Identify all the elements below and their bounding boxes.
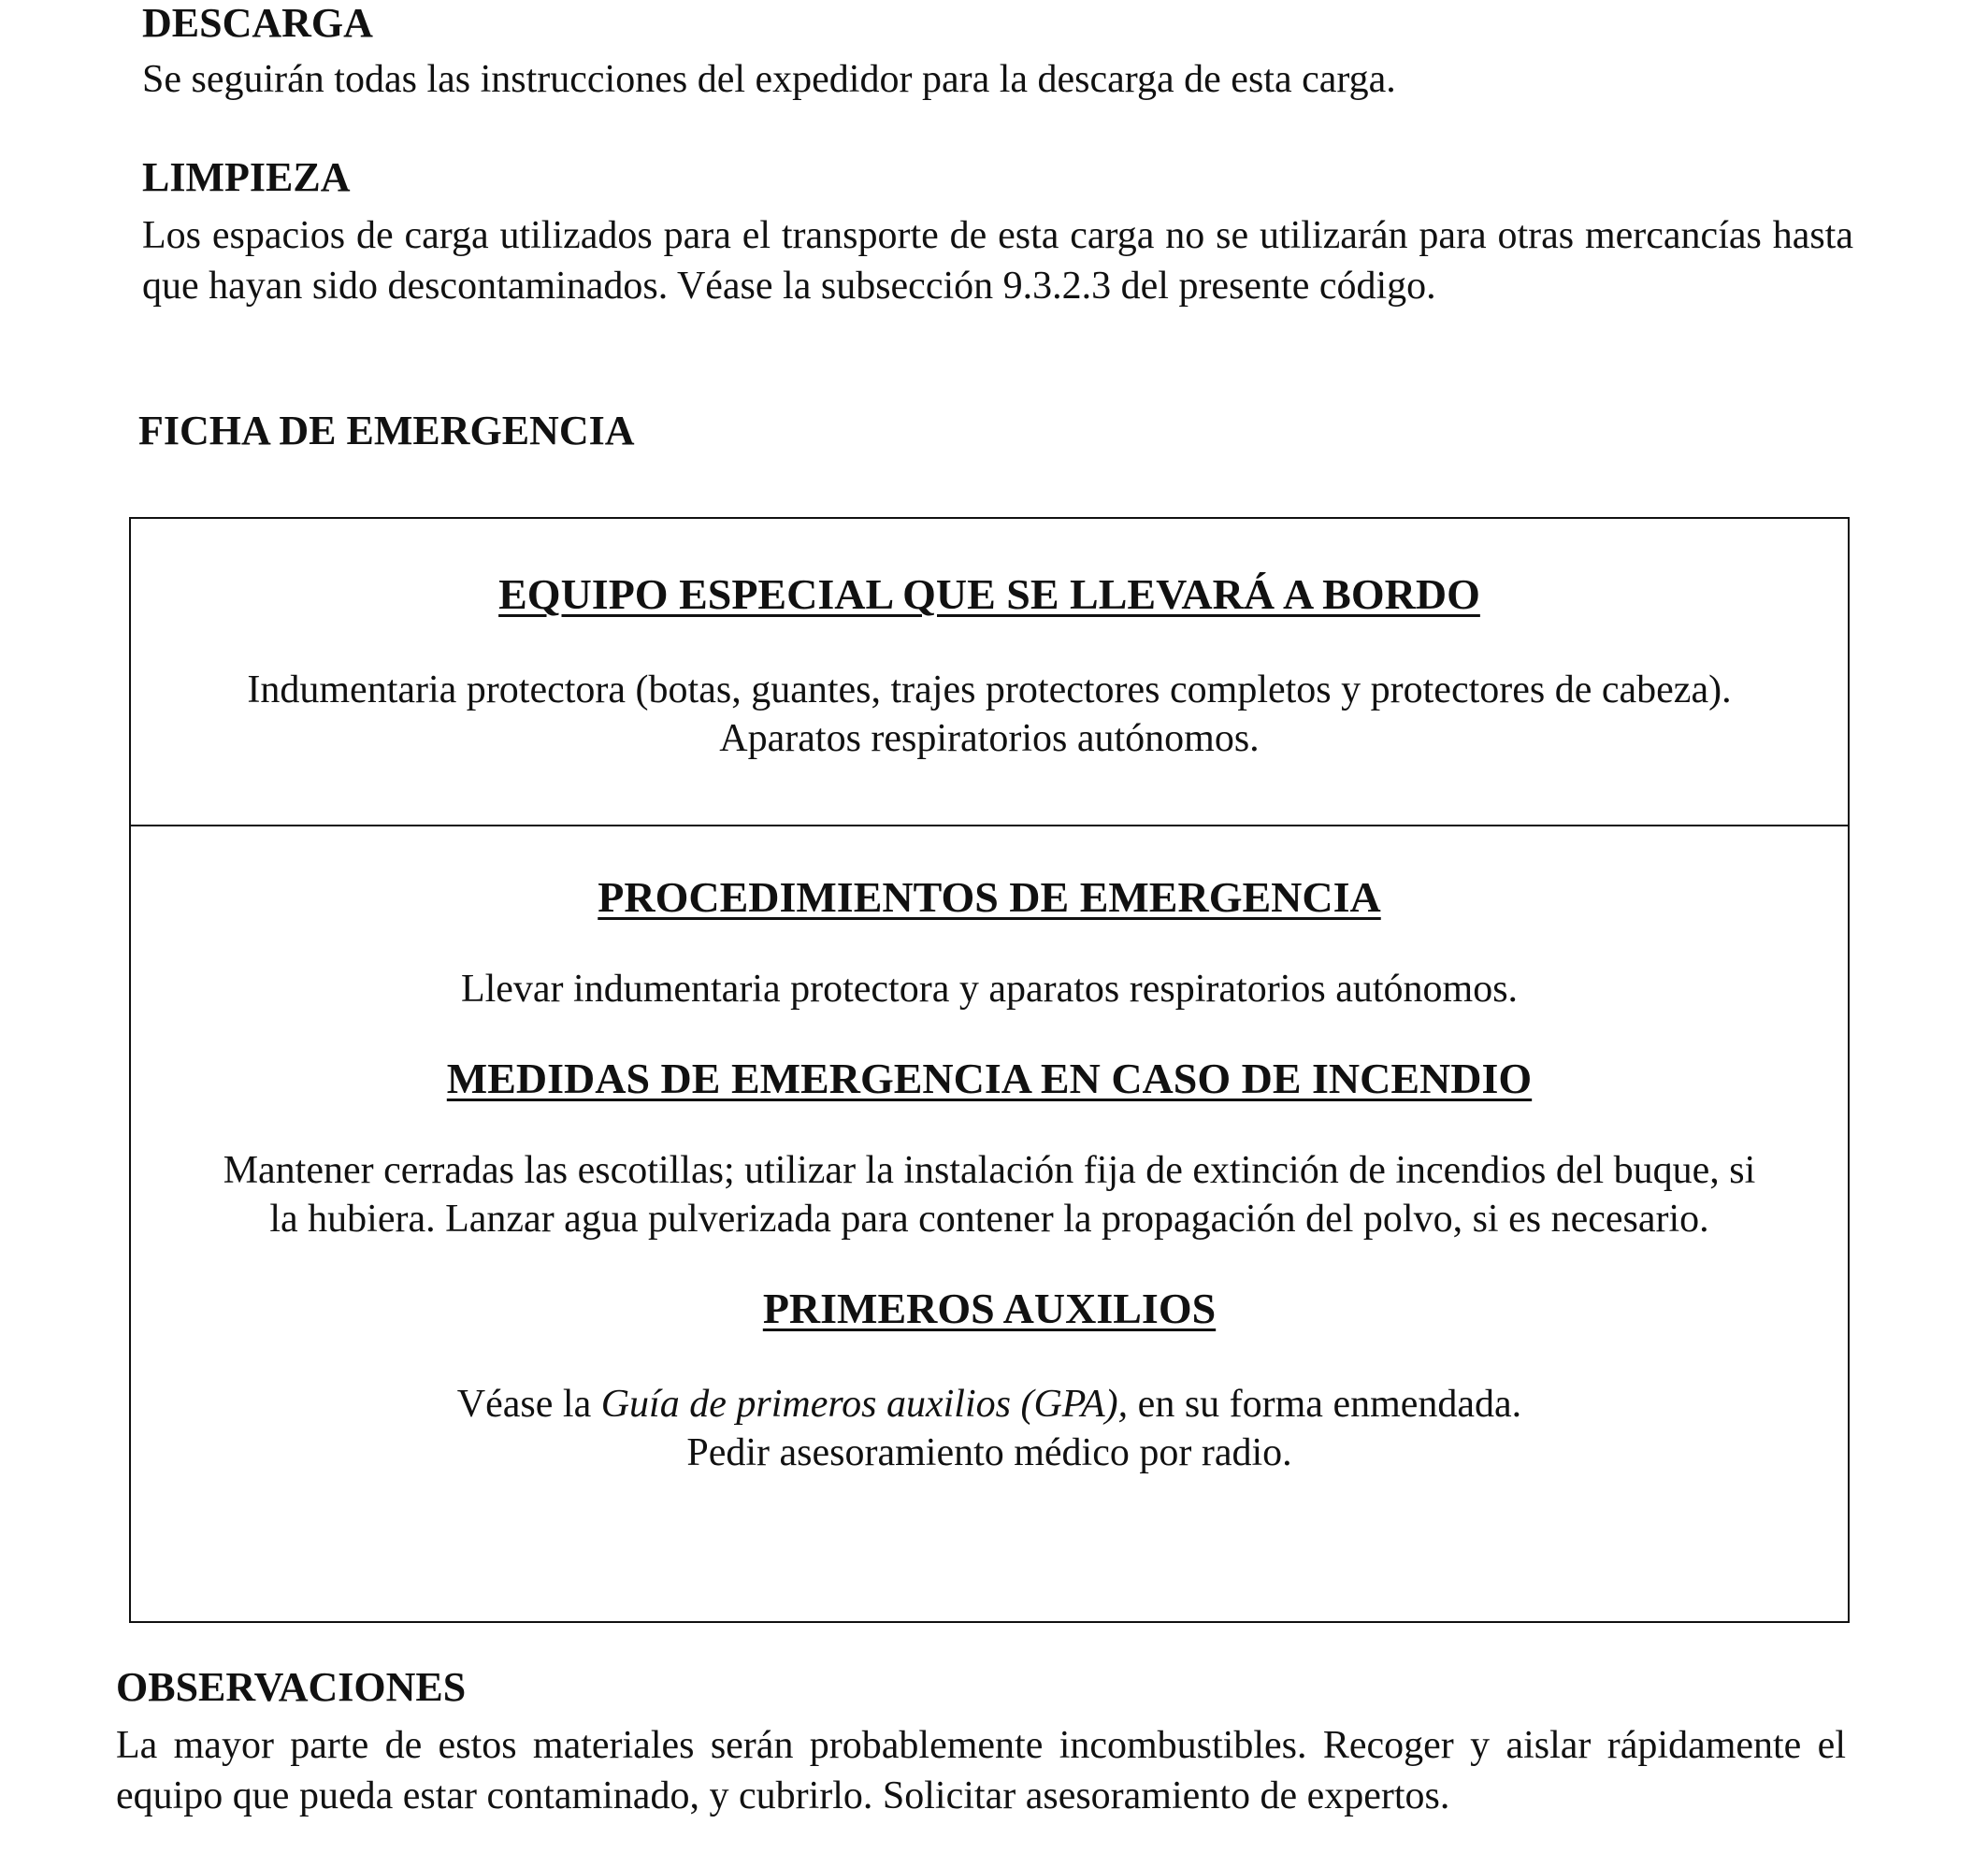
title-procedimientos-emergencia: PROCEDIMIENTOS DE EMERGENCIA (598, 873, 1381, 921)
heading-limpieza: LIMPIEZA (142, 154, 351, 200)
box-procedimientos (131, 825, 1848, 1621)
text-limpieza: Los espacios de carga utilizados para el transporte de esta carga no se utilizarán para otras mercancías hasta que hayan sido descontaminados. Véase la subsección 9.3.2.3 del presente código. (142, 214, 1853, 308)
text-descarga: Se seguirán todas las instrucciones del expedidor para la descarga de esta carga. (142, 58, 1396, 101)
text-observaciones: La mayor parte de estos materiales serán probablemente incombustibles. Recoger y aislar rápidamente el equipo que pueda estar contaminado, y cubrirlo. Solicitar asesoramiento de expertos. (116, 1724, 1846, 1817)
text-primeros-auxilios-prefix: Véase la (456, 1383, 601, 1426)
heading-observaciones: OBSERVACIONES (116, 1664, 467, 1710)
text-guia-primeros-auxilios: Guía de primeros auxilios (GPA), (600, 1383, 1129, 1426)
section-limpieza (142, 154, 1853, 311)
title-medidas-incendio: MEDIDAS DE EMERGENCIA EN CASO DE INCENDIO (446, 1055, 1533, 1102)
emergency-card-box (129, 517, 1850, 1623)
text-primeros-auxilios-suffix: en su forma enmendada. (1128, 1383, 1522, 1426)
box-equipo-especial (131, 519, 1848, 826)
heading-descarga: DESCARGA (142, 0, 373, 46)
text-medidas-incendio: Mantener cerradas las escotillas; utilizar la instalación fija de extinción de incendios del buque, si la hubiera. Lanzar agua pulverizada para contener la propagación del polvo, si es necesario. (223, 1149, 1756, 1241)
title-equipo-especial: EQUIPO ESPECIAL QUE SE LLEVARÁ A BORDO (498, 570, 1480, 618)
section-descarga (142, 0, 1853, 105)
text-primeros-auxilios (131, 1380, 1848, 1477)
section-observaciones (116, 1664, 1846, 1821)
title-primeros-auxilios: PRIMEROS AUXILIOS (762, 1285, 1217, 1332)
text-primeros-auxilios-line2: Pedir asesoramiento médico por radio. (686, 1431, 1292, 1474)
heading-ficha-emergencia: FICHA DE EMERGENCIA (138, 408, 635, 453)
text-equipo-especial: Indumentaria protectora (botas, guantes, trajes protectores completos y protectores de cabeza). Aparatos respiratorios autónomos. (247, 668, 1732, 760)
text-procedimientos-emergencia: Llevar indumentaria protectora y aparatos respiratorios autónomos. (460, 968, 1519, 1011)
section-ficha-emergencia (138, 408, 1850, 454)
